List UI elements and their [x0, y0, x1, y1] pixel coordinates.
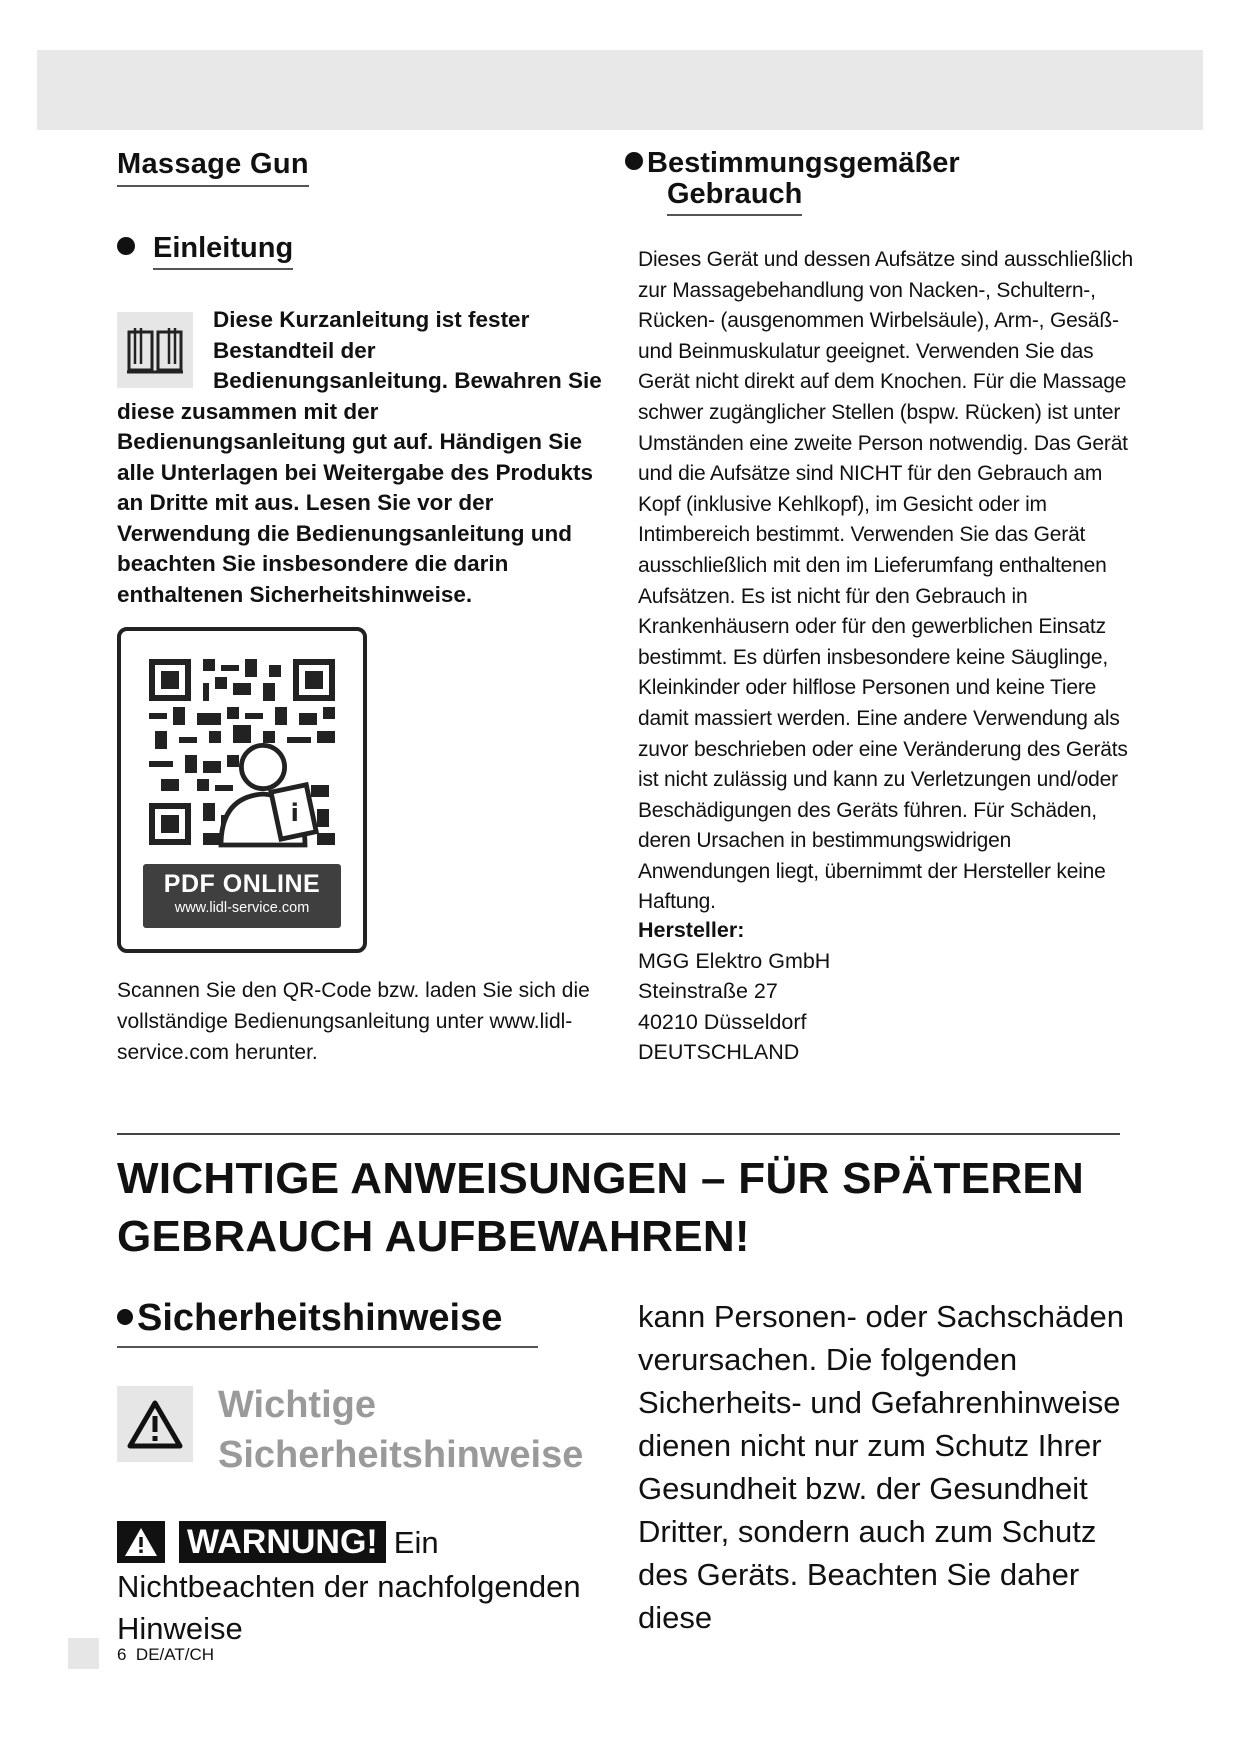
manufacturer-city: 40210 Düsseldorf: [638, 1009, 807, 1034]
intro-text: Diese Kurzanleitung ist fester Bestandteil der Bedienungsanleitung. Bewahren Sie diese zusammen mit der Bedienungsanleitung gut auf. Händigen Sie alle Unterlagen bei Weitergabe des Produkts an Dritte mit aus. Lesen Sie vor der Verwendung die Bedienungsanleitung und beachten Sie insbesondere die darin enthaltenen Sicherheitshinweise.: [117, 307, 602, 607]
intended-use-heading-line1: Bestimmungsgemäßer: [647, 147, 960, 179]
intro-text-block: [117, 305, 609, 610]
safety-heading-label: Sicherheitshinweise: [137, 1297, 503, 1339]
manufacturer-country: DEUTSCHLAND: [638, 1040, 800, 1064]
intro-heading-label: Einleitung: [153, 232, 293, 270]
region-label: DE/AT/CH: [135, 1645, 214, 1664]
manufacturer-block: [638, 915, 1138, 1068]
warning-triangle-icon: [117, 1386, 193, 1462]
warning-text: Ein Nichtbeachten der nachfolgenden Hinweise: [117, 1525, 581, 1646]
bullet-icon: [625, 152, 643, 170]
warning-label: WARNUNG!: [179, 1521, 386, 1563]
bullet-icon: [117, 237, 135, 255]
qr-code-icon: [143, 653, 341, 851]
qr-code-card[interactable]: [117, 627, 367, 953]
important-subheading-line2: Sicherheitshinweise: [218, 1434, 584, 1476]
product-title: Massage Gun: [117, 148, 309, 187]
footer-marker: [68, 1638, 99, 1669]
important-heading-line2: GEBRAUCH AUFBEWAHREN!: [117, 1212, 750, 1261]
safety-heading: [117, 1297, 538, 1348]
important-heading-line1: WICHTIGE ANWEISUNGEN – FÜR SPÄTEREN: [117, 1154, 1085, 1203]
warning-badge-icon: [117, 1521, 165, 1563]
intended-use-heading: [625, 148, 960, 210]
intended-use-heading-line2: Gebrauch: [667, 178, 802, 216]
manufacturer-heading: Hersteller:: [638, 918, 745, 942]
scan-instructions: Scannen Sie den QR-Code bzw. laden Sie sich die vollständige Bedienungsanleitung unter www.lidl-service.com herunter.: [117, 979, 590, 1064]
manufacturer-street: Steinstraße 27: [638, 979, 778, 1003]
pdf-online-label: [143, 864, 341, 928]
important-instructions-heading: [117, 1150, 1127, 1266]
svg-text:i: i: [290, 799, 299, 827]
manufacturer-name: MGG Elektro GmbH: [638, 948, 831, 973]
important-safety-subheading: [218, 1380, 583, 1480]
warning-paragraph: [117, 1522, 617, 1650]
pdf-online-text: PDF ONLINE: [163, 870, 321, 898]
intended-use-text: Dieses Gerät und dessen Aufsätze sind ausschließlich zur Massagebehandlung von Nacken-, Schultern-, Rücken- (ausgenommen Wirbelsäule), Arm-, Gesäß- und Beinmuskulatur geeignet. Verwenden Sie das Gerät nicht direkt auf dem Knochen. Für die Massage schwer zugänglicher Stellen (bspw. Rücken) ist unter Umständen eine zweite Person notwendig. Das Gerät und die Aufsätze sind NICHT für den Gebrauch am Kopf (inklusive Kehlkopf), im Gesicht oder im Intimbereich bestimmt. Verwenden Sie das Gerät ausschließlich mit den im Lieferumfang enthaltenen Aufsätzen. Es ist nicht für den Gebrauch in Krankenhäusern oder für den gewerblichen Einsatz bestimmt. Es dürfen insbesondere keine Säuglinge, Kleinkinder oder hilflose Personen und keine Tiere damit massiert werden. Eine andere Verwendung als zuvor beschrieben oder eine Veränderung des Geräts ist nicht zulässig und kann zu Verletzungen und/oder Beschädigungen des Geräts führen. Für Schäden, deren Ursachen in bestimmungswidrigen Anwendungen liegt, übernimmt der Hersteller keine Haftung.: [638, 248, 1134, 914]
header-band: [37, 50, 1203, 130]
bullet-icon: [117, 1309, 133, 1325]
important-subheading-line1: Wichtige: [218, 1384, 376, 1426]
section-divider: [117, 1133, 1120, 1135]
safety-continued-text: kann Personen- oder Sachschäden verursachen. Die folgenden Sicherheits- und Gefahrenhinweise dienen nicht nur zum Schutz Ihrer Gesundheit bzw. der Gesundheit Dritter, sondern auch zum Schutz des Geräts. Beachten Sie daher diese: [638, 1299, 1124, 1635]
page-number: 6: [117, 1645, 127, 1664]
intro-heading: [117, 232, 293, 265]
footer: [117, 1645, 214, 1665]
qr-url-text: www.lidl-service.com: [174, 900, 310, 916]
